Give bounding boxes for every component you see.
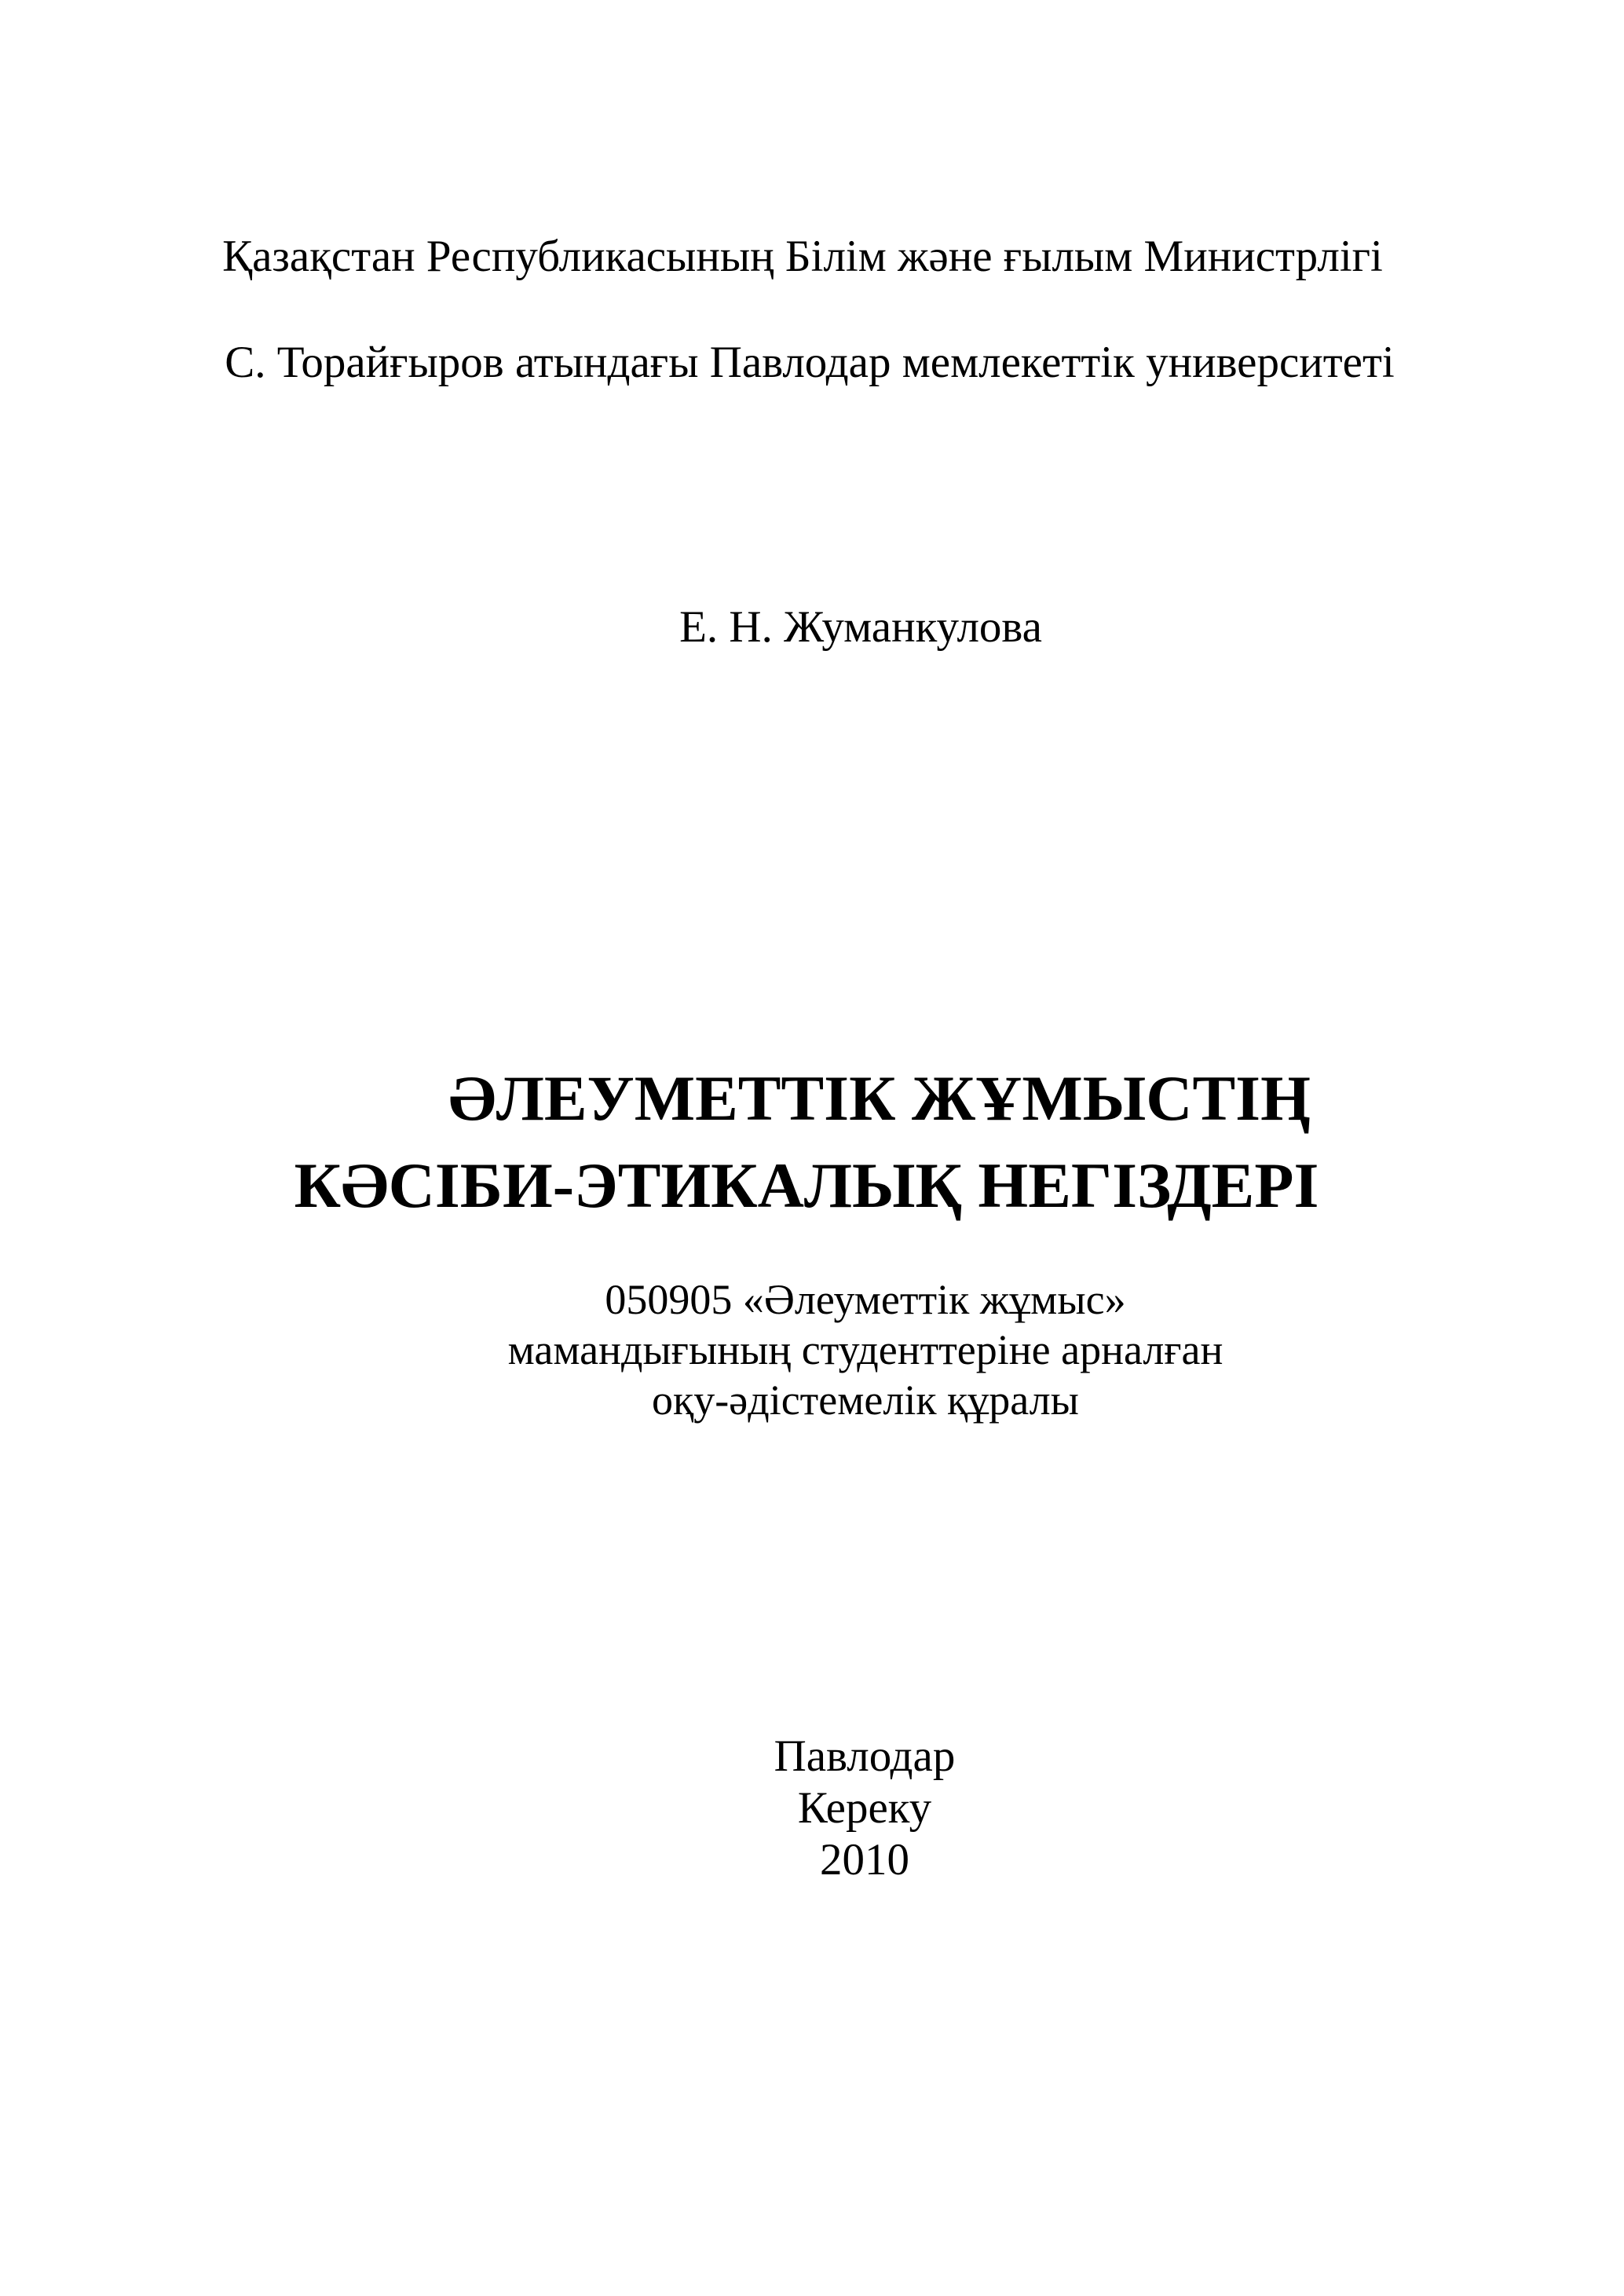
author-name: Е. Н. Жуманкулова [679, 602, 1042, 652]
subtitle-line-2: мамандығының студенттеріне арналған [507, 1326, 1223, 1373]
subtitle-line-1: 050905 «Әлеуметтік жұмыс» [605, 1276, 1126, 1323]
ministry-name: Қазақстан Республикасының Білім және ғылым Министрлігі [222, 232, 1383, 281]
book-title-line-1: ӘЛЕУМЕТТІК ЖҰМЫСТІҢ [448, 1062, 1311, 1134]
subtitle-line-3: оқу-әдістемелік құралы [652, 1377, 1079, 1424]
imprint-year: 2010 [820, 1835, 909, 1885]
imprint-publisher: Кереку [797, 1783, 932, 1833]
university-name: С. Торайғыров атындағы Павлодар мемлекеттік университеті [225, 338, 1395, 387]
imprint-city: Павлодар [774, 1731, 956, 1781]
book-title-line-2: КӘСІБИ-ЭТИКАЛЫҚ НЕГІЗДЕРІ [294, 1150, 1319, 1221]
book-subtitle [53, 1274, 1624, 1425]
imprint [53, 1731, 1624, 1886]
